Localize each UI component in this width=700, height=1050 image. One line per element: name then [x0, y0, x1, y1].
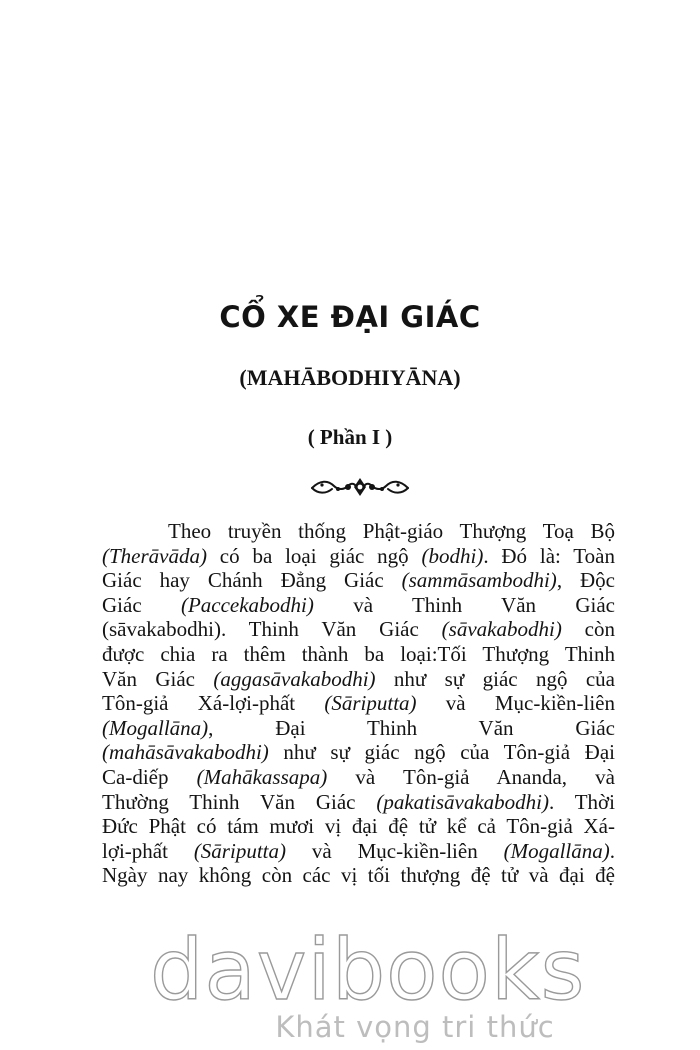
- text-run: Tôn-giả Xá-lợi-phất: [102, 691, 325, 716]
- watermark-brand: davibooks: [150, 921, 586, 1019]
- text-run: . Thời: [548, 789, 615, 814]
- text-run: và Thinh Văn Giác: [313, 592, 615, 617]
- text-line: [102, 790, 615, 815]
- italic-term: (Sāriputta): [324, 691, 417, 716]
- text-line: [102, 716, 615, 741]
- text-run: Ngày nay không còn các vị tối thượng đệ tử và đại đệ: [102, 863, 615, 888]
- italic-term: (Mogallāna): [503, 838, 610, 863]
- text-run: và Mục-kiền-liên: [416, 691, 615, 716]
- text-line: [102, 814, 615, 839]
- text-run: , Độc: [556, 568, 615, 593]
- text-line: [102, 593, 615, 618]
- text-run: và Tôn-giả Ananda, và: [327, 764, 615, 789]
- chapter-title: CỔ XE ĐẠI GIÁC: [219, 300, 481, 334]
- text-run: Giác hay Chánh Đẳng Giác: [102, 568, 402, 593]
- watermark-slogan: Khát vọng tri thức: [275, 1010, 555, 1044]
- text-run: lợi-phất: [102, 838, 194, 863]
- text-line: [102, 839, 615, 864]
- text-run: Văn Giác: [102, 666, 214, 691]
- text-run: Giác: [102, 592, 181, 617]
- body-paragraph: [102, 519, 615, 888]
- italic-term: (bodhi): [421, 543, 484, 568]
- text-run: như sự giác ngộ của Tôn-giả Đại: [268, 740, 615, 765]
- text-run: , Đại Thinh Văn Giác: [208, 715, 615, 740]
- part-label: ( Phần I ): [307, 425, 393, 449]
- text-line: [102, 544, 615, 569]
- text-run: .: [609, 838, 615, 863]
- text-run: Đức Phật có tám mươi vị đại đệ tử kể cả Tôn-giả Xá-: [102, 814, 615, 839]
- italic-term: (sammāsambodhi): [401, 568, 557, 593]
- italic-term: (pakatisāvakabodhi): [376, 789, 549, 814]
- text-run: còn: [561, 617, 615, 642]
- italic-term: (Sāriputta): [193, 838, 286, 863]
- text-run: Thường Thinh Văn Giác: [102, 789, 377, 814]
- chapter-subtitle: (MAHĀBODHIYĀNA): [239, 365, 461, 390]
- text-run: như sự giác ngộ của: [375, 666, 615, 691]
- text-run: (sāvakabodhi). Thinh Văn Giác: [102, 617, 442, 642]
- text-line: [102, 863, 615, 888]
- text-line: [102, 691, 615, 716]
- italic-term: (aggasāvakabodhi): [213, 666, 376, 691]
- text-line: [102, 617, 615, 642]
- text-line: [102, 667, 615, 692]
- text-line: [102, 642, 615, 667]
- text-run: . Đó là: Toàn: [483, 543, 615, 568]
- decorative-flourish-icon: [308, 476, 412, 498]
- text-run: và Mục-kiền-liên: [285, 838, 504, 863]
- italic-term: (sāvakabodhi): [441, 617, 562, 642]
- text-run: Ca-diếp: [102, 764, 197, 789]
- text-run: Theo truyền thống Phật-giáo Thượng Toạ Bộ: [168, 519, 615, 543]
- italic-term: (Therāvāda): [102, 543, 207, 568]
- text-line: [102, 519, 615, 544]
- italic-term: (mahāsāvakabodhi): [102, 740, 269, 765]
- text-line: [102, 765, 615, 790]
- text-line: [102, 568, 615, 593]
- text-run: được chia ra thêm thành ba loại:Tối Thượng Thinh: [102, 641, 615, 666]
- italic-term: (Paccekabodhi): [180, 592, 314, 617]
- italic-term: (Mahākassapa): [196, 764, 328, 789]
- italic-term: (Mogallāna): [102, 715, 209, 740]
- text-line: [102, 740, 615, 765]
- text-run: có ba loại giác ngộ: [206, 543, 422, 568]
